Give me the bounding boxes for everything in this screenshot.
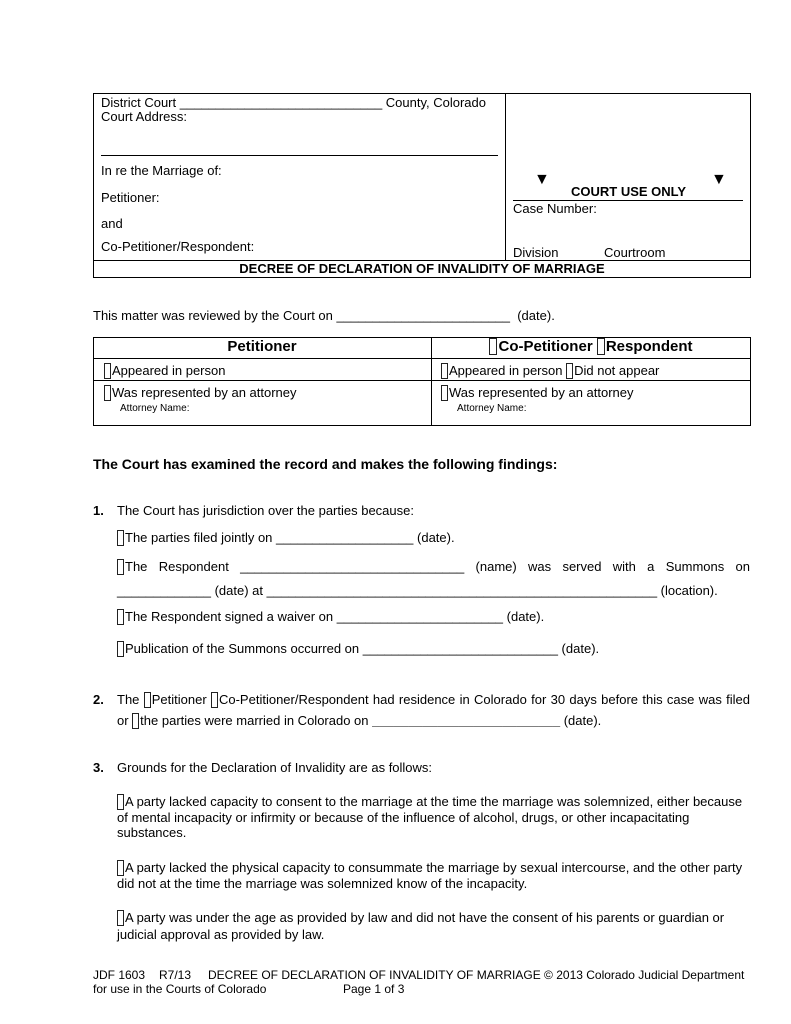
petitioner-attorney-label: Was represented by an attorney [112,385,297,400]
respondent-column-header [431,338,751,356]
ground-physical-incapacity-text: A party lacked the physical capacity to consummate the marriage by sexual intercourse, and the other party [125,860,743,875]
in-re-label: In re the Marriage of: [101,163,222,178]
respondent-did-not-appear-label: Did not appear [574,363,660,378]
petitioner-column-header: Petitioner [227,338,297,355]
petitioner-appeared-row [104,363,225,379]
ground-underage-line [117,910,724,926]
co-petitioner-option-label: Co-Petitioner [498,338,597,355]
residence-lead: The [117,692,144,707]
residence-co-petitioner-label: Co-Petitioner/Respondent had residence in Colorado for 30 days before this case was filed [218,692,750,707]
footer-revision: R7/13 [159,968,192,982]
respondent-option-label: Respondent [605,338,693,355]
ground-lack-of-capacity-line [117,794,742,810]
ground-physical-incapacity-checkbox[interactable] [117,860,124,876]
respondent-appeared-label: Appeared in person [449,363,567,378]
summons-served-continuation: _____________ (date) at ______________________________________________________ (location). [117,583,718,598]
married-in-colorado-line [117,713,601,729]
petitioner-attorney-row [104,385,297,401]
summons-served-label: The Respondent _______________________________ (name) was served with a Summons on [125,559,750,574]
joint-filing-checkbox[interactable] [117,530,124,546]
petitioner-appeared-label: Appeared in person [112,363,226,378]
co-petitioner-checkbox[interactable] [489,338,497,355]
court-address-line [101,155,498,156]
caption-column-divider [505,93,506,260]
ground-lack-of-capacity-checkbox[interactable] [117,794,124,810]
respondent-appeared-row [441,363,659,379]
publication-option [117,641,599,657]
married-in-colorado-label: the parties were married in Colorado on [140,713,373,728]
publication-checkbox[interactable] [117,641,124,657]
married-date-tail: (date). [560,713,602,728]
publication-label: Publication of the Summons occurred on ___________________________ (date). [125,641,600,656]
ground-physical-incapacity-line: did not at the time the marriage was solemnized know of the incapacity. [117,876,528,891]
petitioner-label: Petitioner: [101,190,160,205]
appearance-table-row-divider [93,358,751,359]
waiver-label: The Respondent signed a waiver on _______________________ (date). [125,609,545,624]
ground-underage-checkbox[interactable] [117,910,124,926]
document-title: DECREE OF DECLARATION OF INVALIDITY OF MARRIAGE [239,261,605,276]
married-or: or [117,713,133,728]
joint-filing-label: The parties filed jointly on ___________________ (date). [125,530,455,545]
item-1-number: 1. [93,503,104,518]
waiver-option [117,609,544,625]
married-in-colorado-checkbox[interactable] [132,713,139,729]
respondent-appeared-checkbox[interactable] [441,363,448,379]
residence-petitioner-checkbox[interactable] [144,692,151,708]
down-triangle-icon: ▼ [711,171,727,188]
court-use-only-label: COURT USE ONLY [571,184,687,199]
petitioner-attorney-checkbox[interactable] [104,385,111,401]
item-3-text: Grounds for the Declaration of Invalidity are as follows: [117,760,433,775]
respondent-did-not-appear-checkbox[interactable] [566,363,573,379]
petitioner-attorney-name-label: Attorney Name: [120,403,190,414]
appearance-table-row-divider [93,380,751,381]
respondent-attorney-label: Was represented by an attorney [449,385,634,400]
respondent-attorney-name-label: Attorney Name: [457,403,527,414]
down-triangle-icon: ▼ [534,171,550,188]
item-1-text: The Court has jurisdiction over the parties because: [117,503,414,518]
review-date-line: This matter was reviewed by the Court on ________________________ (date). [93,308,555,323]
courtroom-label: Courtroom [604,245,666,260]
footer-page-number: Page 1 of 3 [343,982,405,996]
summons-served-checkbox[interactable] [117,559,124,575]
ground-lack-of-capacity-line: substances. [117,825,187,840]
ground-physical-incapacity-line [117,860,742,876]
ground-underage-text: A party was under the age as provided by law and did not have the consent of his parents or guardian or [125,910,725,925]
summons-served-option [117,559,750,575]
residence-line [117,692,750,708]
item-2-number: 2. [93,692,104,707]
footer-usage: for use in the Courts of Colorado [93,982,267,996]
respondent-attorney-row [441,385,634,401]
residence-co-petitioner-checkbox[interactable] [211,692,218,708]
petitioner-appeared-checkbox[interactable] [104,363,111,379]
respondent-checkbox[interactable] [597,338,605,355]
ground-lack-of-capacity-text: A party lacked capacity to consent to the marriage at the time the marriage was solemnized, either because [125,794,743,809]
footer-form-number: JDF 1603 [93,968,146,982]
married-date-blank: __________________________ [372,713,561,728]
case-number-label: Case Number: [513,201,597,216]
footer-form-title: DECREE OF DECLARATION OF INVALIDITY OF MARRIAGE © 2013 Colorado Judicial Department [208,968,745,982]
and-label: and [101,216,123,231]
respondent-attorney-checkbox[interactable] [441,385,448,401]
waiver-checkbox[interactable] [117,609,124,625]
findings-heading: The Court has examined the record and makes the following findings: [93,456,558,472]
item-3-number: 3. [93,760,104,775]
court-address-label: Court Address: [101,109,187,124]
district-court-line: District Court ____________________________ County, Colorado [101,95,486,110]
residence-petitioner-label: Petitioner [151,692,211,707]
ground-underage-line: judicial approval as provided by law. [117,927,325,942]
joint-filing-option [117,530,455,546]
co-petitioner-label: Co-Petitioner/Respondent: [101,239,255,254]
division-label: Division [513,245,559,260]
ground-lack-of-capacity-line: of mental incapacity or infirmity or because of the influence of alcohol, drugs, or other incapacitating [117,810,690,825]
